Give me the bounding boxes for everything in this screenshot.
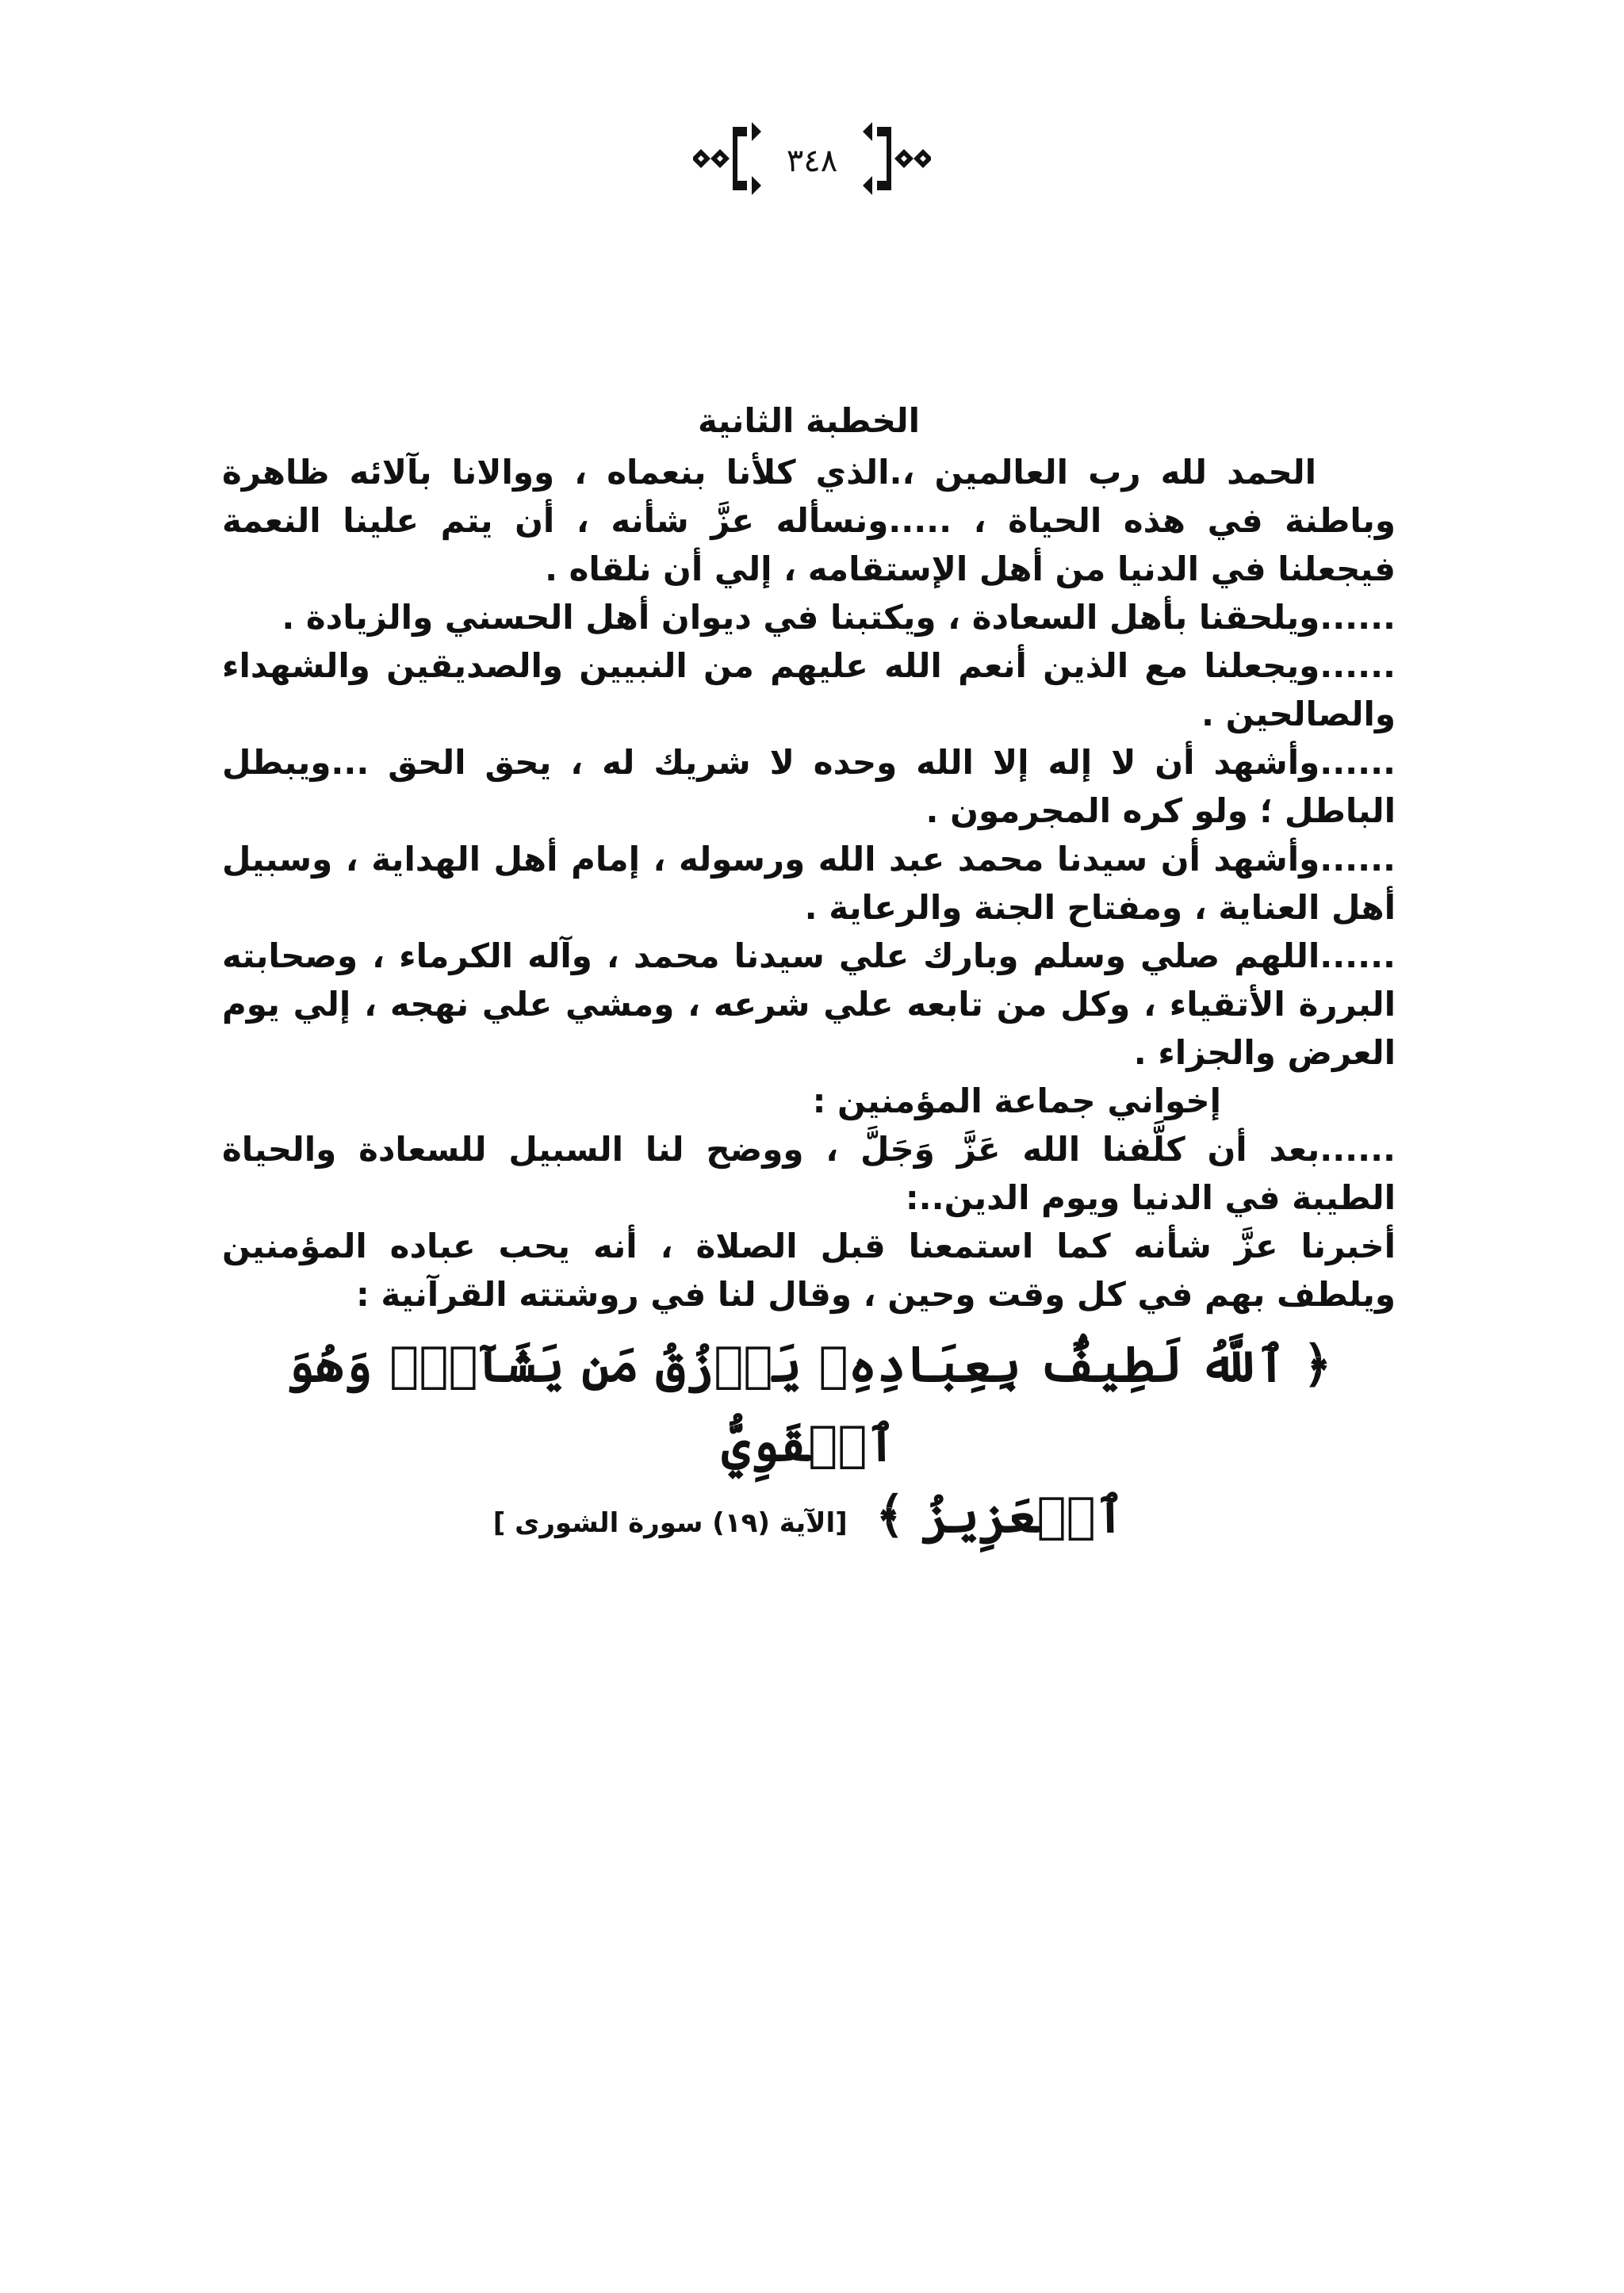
paragraph: ......اللهم صلي وسلم وبارك علي سيدنا محمد ، وآله الكرماء ، وصحابته البررة الأتقياء ، وكل من تابعه علي شرعه ، ومشي علي نهجه ، إلي يوم العرض والجزاء . [222, 936, 1396, 1072]
paragraph: ......بعد أن كلَّفنا الله عَزَّ وَجَلَّ ، ووضح لنا السبيل للسعادة والحياة الطيبة في الدنيا ويوم الدين..: [222, 1130, 1396, 1217]
paragraph: أخبرنا عزَّ شأنه كما استمعنا قبل الصلاة ، أنه يحب عباده المؤمنين ويلطف بهم في كل وقت وحين ، وقال لنا في روشتته القرآنية : [222, 1227, 1396, 1314]
verse-reference: [الآية (١٩) سورة الشورى ] [492, 1507, 848, 1539]
paragraph: ......وأشهد أن سيدنا محمد عبد الله ورسوله ، إمام أهل الهداية ، وسبيل أهل العناية ، ومفتاح الجنة والرعاية . [222, 840, 1396, 927]
address-line: إخواني جماعة المؤمنين : [812, 1081, 1221, 1120]
page-header [0, 119, 1624, 206]
paragraph: ......وأشهد أن لا إله إلا الله وحده لا شريك له ، يحق الحق ...ويبطل الباطل ؛ ولو كره المجرمون . [222, 743, 1396, 830]
sermon-body [222, 396, 1396, 1555]
paragraph: ......ويجعلنا مع الذين أنعم الله عليهم من النبيين والصديقين والشهداء والصالحين . [222, 646, 1396, 733]
quran-verse-line-2 [222, 1483, 1396, 1555]
paragraph: الحمد لله رب العالمين ،.الذي كلأنا بنعماه ، ووالانا بآلائه ظاهرة وباطنة في هذه الحياة ، .....ونسأله عزَّ شأنه ، أن يتم علينا النعمة فيجعلنا في الدنيا من أهل الإستقامه ، إلي أن نلقاه . [222, 453, 1396, 588]
quran-verse-line-1: ﴿ ٱللَّهُ لَطِيفٌۢ بِعِبَادِهِۦ يَرۡزُقُ مَن يَشَآءُۖ وَهُوَ ٱلۡقَوِيُّ [285, 1335, 1332, 1472]
quran-verse-end: ٱلۡعَزِيزُ ﴾ [875, 1486, 1125, 1544]
paragraph: ......ويلحقنا بأهل السعادة ، ويكتبنا في ديوان أهل الحسني والزيادة . [282, 598, 1396, 637]
page-number: ٣٤٨ [786, 143, 838, 179]
sermon-title: الخطبة الثانية [697, 401, 921, 440]
